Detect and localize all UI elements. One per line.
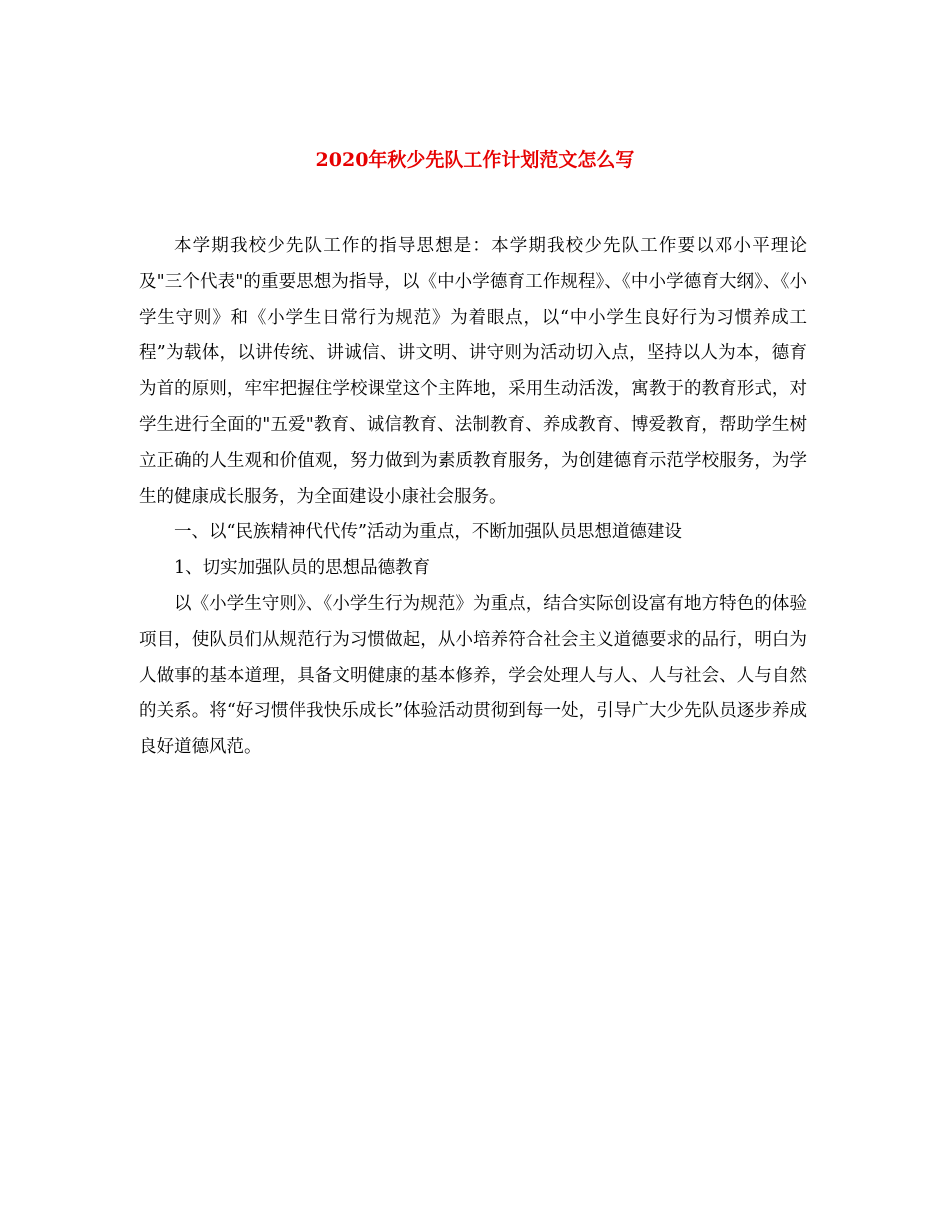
subsection-heading-1-1: 1、切实加强队员的思想品德教育 <box>174 558 431 579</box>
document-title: 2020年秋少先队工作计划范文怎么写 <box>315 149 635 171</box>
paragraph-moral-education: 以《小学生守则》、《小学生行为规范》为重点，结合实际创设富有地方特色的体验项目，使队员们从规范行为习惯做起，从小培养符合社会主义道德要求的品行，明白为人做事的基本道理，具备文明健康的基本修养，学会处理人与人、人与社会、人与自然的关系。将“好习惯伴我快乐成长”体验活动贯彻到每一处，引导广大少先队员逐步养成良好道德风范。 <box>139 593 807 758</box>
section-heading-1: 一、以“民族精神代代传”活动为重点，不断加强队员思想道德建设 <box>174 522 682 543</box>
document-body <box>139 229 807 766</box>
paragraph-guiding-ideology: 本学期我校少先队工作的指导思想是：本学期我校少先队工作要以邓小平理论及"三个代表"的重要思想为指导，以《中小学德育工作规程》、《中小学德育大纲》、《小学生守则》和《小学生日常行为规范》为着眼点，以“中小学生良好行为习惯养成工程”为载体，以讲传统、讲诚信、讲文明、讲守则为活动切入点，坚持以人为本，德育为首的原则，牢牢把握住学校课堂这个主阵地，采用生动活泼，寓教于的教育形式，对学生进行全面的"五爱"教育、诚信教育、法制教育、养成教育、博爱教育，帮助学生树立正确的人生观和价值观，努力做到为素质教育服务，为创建德育示范学校服务，为学生的健康成长服务，为全面建设小康社会服务。 <box>139 236 807 507</box>
